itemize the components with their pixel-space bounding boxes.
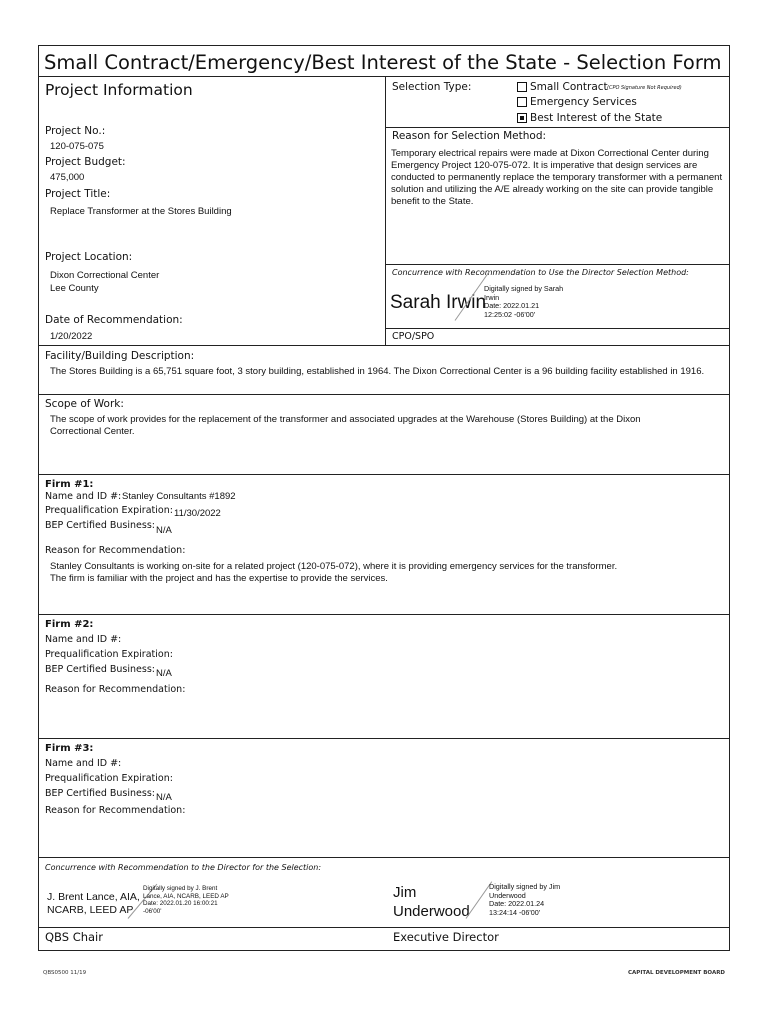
firm1-bep-label: BEP Certified Business: bbox=[45, 520, 155, 531]
project-no-value: 120-075-075 bbox=[50, 141, 104, 152]
date-of-recommendation-label: Date of Recommendation: bbox=[45, 314, 183, 326]
exec-signature-line2: Underwood bbox=[489, 890, 526, 900]
rule-under-title bbox=[38, 76, 730, 77]
exec-signature-line3: Date: 2022.01.24 bbox=[489, 899, 545, 908]
qbs-chair-label: QBS Chair bbox=[45, 930, 103, 944]
firm3-name-label: Name and ID #: bbox=[45, 758, 122, 769]
project-location-line1: Dixon Correctional Center bbox=[50, 270, 160, 281]
footer-form-code: QBS0500 11/19 bbox=[43, 970, 87, 976]
cpo-signature-line1: Digitally signed by Sarah bbox=[484, 284, 564, 293]
firm2-name-label: Name and ID #: bbox=[45, 634, 122, 645]
rule-firm3-top bbox=[38, 738, 730, 739]
cpo-spo-label: CPO/SPO bbox=[392, 331, 435, 342]
project-no-label: Project No.: bbox=[45, 125, 106, 137]
date-of-recommendation-value: 1/20/2022 bbox=[50, 331, 93, 342]
facility-label: Facility/Building Description: bbox=[45, 350, 195, 362]
rule-roles-top bbox=[38, 927, 730, 928]
firm3-reason-label: Reason for Recommendation: bbox=[45, 805, 186, 816]
firm1-bep-value: N/A bbox=[156, 525, 172, 536]
option-emergency-services-label: Emergency Services bbox=[530, 96, 637, 108]
footer-agency: CAPITAL DEVELOPMENT BOARD bbox=[628, 970, 725, 976]
project-location-line2: Lee County bbox=[50, 283, 99, 294]
firm3-bep-value: N/A bbox=[156, 792, 172, 803]
exec-name-line2: Underwood bbox=[393, 903, 470, 920]
rule-scope-top bbox=[38, 394, 730, 395]
firm1-reason-line1: Stanley Consultants is working on-site for a related project (120-075-072), where it is providing emergency services for the transformer. bbox=[50, 561, 618, 572]
firm3-prequal-label: Prequalification Expiration: bbox=[45, 773, 173, 784]
checkbox-small-contract[interactable] bbox=[517, 82, 527, 92]
qbs-signature-line2: Lance, AIA, NCARB, LEED AP bbox=[143, 892, 229, 900]
form-title: Small Contract/Emergency/Best Interest of the State - Selection Form bbox=[44, 51, 722, 74]
project-title-value: Replace Transformer at the Stores Building bbox=[50, 206, 232, 217]
exec-signature-details bbox=[489, 883, 560, 917]
exec-name-line1: Jim bbox=[393, 884, 417, 901]
qbs-signature-line3: Date: 2022.01.20 16:00:21 bbox=[143, 900, 218, 907]
rule-concurrence-top bbox=[386, 264, 730, 265]
rule-firm1-top bbox=[38, 474, 730, 475]
project-budget-value: 475,000 bbox=[50, 172, 85, 183]
firm3-bep-label: BEP Certified Business: bbox=[45, 788, 155, 799]
firm2-heading: Firm #2: bbox=[45, 619, 94, 630]
cpo-concurrence-label: Concurrence with Recommendation to Use the Director Selection Method: bbox=[392, 268, 689, 277]
reason-method-label: Reason for Selection Method: bbox=[392, 130, 547, 142]
rule-cpo-top bbox=[386, 328, 730, 329]
qbs-signature-name bbox=[47, 891, 140, 917]
project-title-label: Project Title: bbox=[45, 188, 111, 200]
reason-method-text: Temporary electrical repairs were made at Dixon Correctional Center during Emergency Project 120-075-072. It is imperative that design services are conducted to permanently replace the temporary transformer with a permanent solution and utilizing the A/E already working on the site can provide tangible benefit to the State. bbox=[391, 148, 723, 207]
firm1-heading: Firm #1: bbox=[45, 479, 94, 490]
qbs-signature-details bbox=[143, 885, 229, 915]
facility-text: The Stores Building is a 65,751 square foot, 3 story building, established in 1964. The Dixon Correctional Center is a 96 building facility established in 1916. bbox=[50, 366, 705, 377]
qbs-signature-line4: -06'00' bbox=[143, 907, 162, 915]
rule-facility-top bbox=[38, 345, 730, 346]
project-location-label: Project Location: bbox=[45, 251, 133, 263]
rule-firm2-top bbox=[38, 614, 730, 615]
project-budget-label: Project Budget: bbox=[45, 156, 126, 168]
firm1-reason-label: Reason for Recommendation: bbox=[45, 545, 186, 556]
exec-signature-line1: Digitally signed by Jim bbox=[489, 882, 561, 891]
firm1-prequal-label: Prequalification Expiration: bbox=[45, 505, 173, 516]
option-small-contract-note: (CPO Signature Not Required) bbox=[607, 85, 682, 91]
firm1-name-label: Name and ID #: bbox=[45, 491, 122, 502]
cpo-signature-line4: 12:25:02 -06'00' bbox=[484, 309, 536, 319]
exec-signature-line4: 13:24:14 -06'00' bbox=[489, 907, 541, 917]
scope-text: The scope of work provides for the replacement of the transformer and associated upgrades at the Warehouse (Stores Building) at the Dixon Correctional Center. bbox=[50, 414, 641, 437]
director-concurrence-label: Concurrence with Recommendation to the Director for the Selection: bbox=[45, 863, 322, 872]
cpo-signature-details bbox=[484, 285, 563, 319]
firm1-reason-line2: The firm is familiar with the project and has the expertise to provide the services. bbox=[50, 573, 388, 584]
checkbox-emergency-services[interactable] bbox=[517, 97, 527, 107]
executive-director-label: Executive Director bbox=[393, 930, 499, 944]
firm2-bep-label: BEP Certified Business: bbox=[45, 664, 155, 675]
qbs-signature-line1: Digitally signed by J. Brent bbox=[143, 885, 218, 892]
firm2-prequal-label: Prequalification Expiration: bbox=[45, 649, 173, 660]
firm2-bep-value: N/A bbox=[156, 668, 172, 679]
column-divider bbox=[385, 76, 386, 345]
exec-signature-name bbox=[393, 883, 470, 921]
checkbox-best-interest[interactable] bbox=[517, 113, 527, 123]
rule-section-top-right bbox=[386, 127, 730, 128]
firm1-name-value: Stanley Consultants #1892 bbox=[122, 491, 236, 502]
option-small-contract-label: Small Contract bbox=[530, 81, 608, 93]
rule-bottom-concurrence-top bbox=[38, 857, 730, 858]
qbs-name-line2: NCARB, LEED AP bbox=[47, 904, 134, 916]
option-best-interest-label: Best Interest of the State bbox=[530, 112, 663, 124]
firm1-prequal-value: 11/30/2022 bbox=[174, 508, 221, 519]
cpo-signature-name: Sarah Irwin bbox=[390, 292, 487, 313]
cpo-signature-line2: Irwin bbox=[484, 292, 500, 302]
scope-label: Scope of Work: bbox=[45, 398, 124, 410]
qbs-name-line1: J. Brent Lance, AIA, bbox=[47, 891, 140, 903]
selection-type-label: Selection Type: bbox=[392, 81, 472, 93]
firm3-heading: Firm #3: bbox=[45, 743, 94, 754]
firm2-reason-label: Reason for Recommendation: bbox=[45, 684, 186, 695]
project-info-heading: Project Information bbox=[45, 81, 193, 99]
cpo-signature-line3: Date: 2022.01.21 bbox=[484, 301, 540, 310]
